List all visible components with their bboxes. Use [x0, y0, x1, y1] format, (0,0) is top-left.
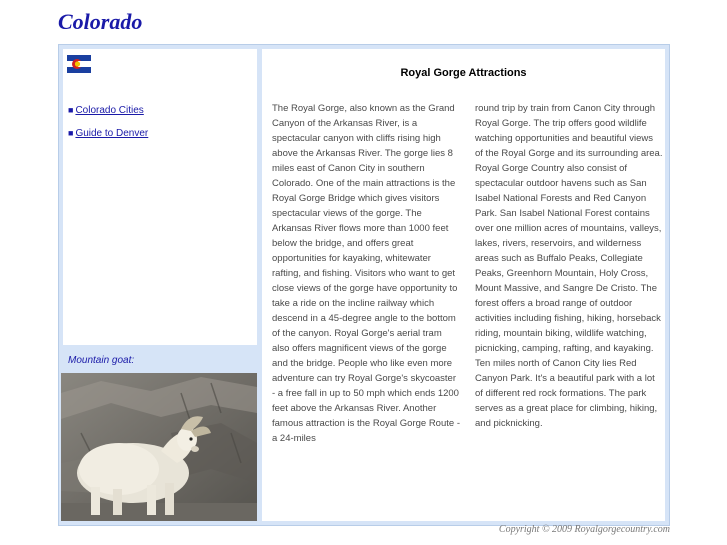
guide-to-denver-link[interactable]: Guide to Denver: [75, 128, 149, 139]
bullet-icon: ■: [68, 128, 74, 138]
colorado-flag-icon: [67, 55, 91, 73]
sidebar-nav: [68, 99, 148, 145]
sidebar-item-colorado-cities: [68, 99, 148, 122]
main-content: [262, 49, 665, 521]
colorado-cities-link[interactable]: Colorado Cities: [75, 105, 144, 116]
article-column-2: round trip by train from Canon City through Royal Gorge. The trip offers good wildlife watching opportunities and beautiful views of the Royal Gorge and its surrounding area. Royal Gorge Country also consist of spectacular outdoor havens such as San Isabel National Forests and Red Canyon Park. San Isabel National Forest contains over one million acres of mountains, valleys, lakes, rivers, reservoirs, and wilderness areas such as Buffalo Peaks, Collegiate Peaks, Greenhorn Mountain, Holy Cross, Mount Massive, and Sangre De Cristo. The forest offers a broad range of outdoor activities including fishing, hiking, horseback riding, mountain biking, wildlife watching, picnicking, camping, rafting, and kayaking. Ten miles north of Canon City lies Red Canyon Park. It's a beautiful park with a lot of different red rock formations. The park serves as a great place for climbing, hiking, and picknicking.: [475, 103, 663, 429]
sidebar-item-guide-to-denver: [68, 122, 148, 145]
article-column-1: The Royal Gorge, also known as the Grand Canyon of the Arkansas River, is a spectacular canyon with cliffs rising high above the Arkansas River. The gorge lies 8 miles east of Canon City in southern Colorado. One of the main attractions is the Royal Gorge Bridge which gives visitors spectacular views of the gorge. The Arkansas River flows more than 1000 feet below the bridge, and offers great opportunities for kayaking, whitewater rafting, and fishing. Visitors who want to get close views of the gorge have opportunity to take a ride on the incline railway which descend in a 45-degree angle to the bottom of the canyon. Royal Gorge's aerial tram also offers magnificent views of the gorge and the bridge. People who like even more adventure can try Royal Gorge's skycoaster - a free fall in up to 50 mph which ends 1200 feet above the Arkansas River. Another famous attraction is the Royal Gorge Route - a 24-miles: [272, 103, 460, 444]
copyright-notice: Copyright © 2009 Royalgorgecountry.com: [498, 524, 670, 535]
bullet-icon: ■: [68, 105, 74, 115]
page-frame: [58, 44, 670, 526]
site-title: Colorado: [58, 9, 143, 34]
photo-caption: Mountain goat:: [68, 355, 135, 366]
mountain-goat-photo: [61, 373, 257, 521]
sidebar: [63, 49, 257, 345]
article-title: Royal Gorge Attractions: [400, 67, 527, 79]
